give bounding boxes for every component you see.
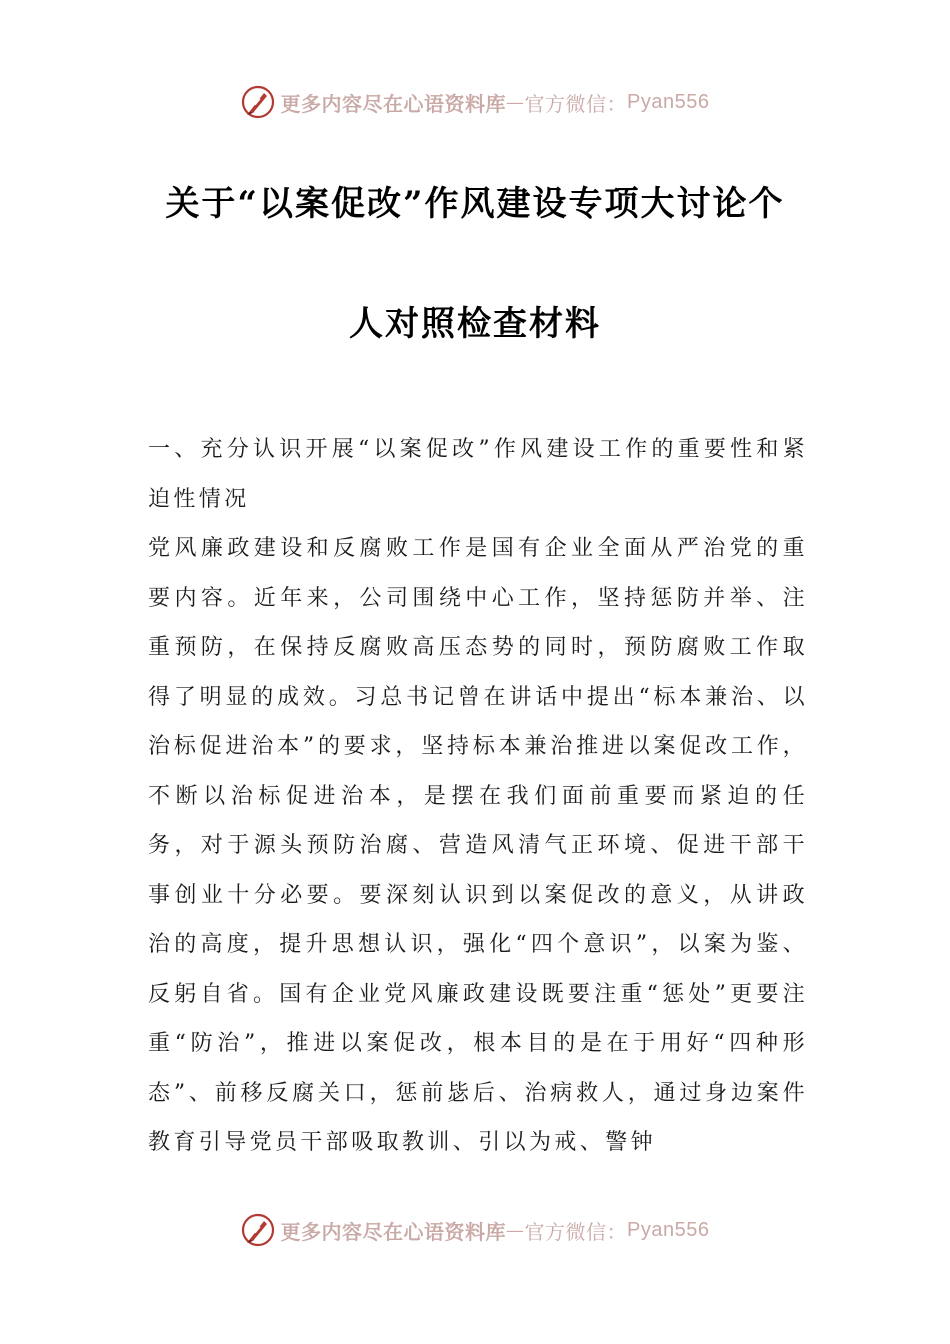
body-paragraph: 党风廉政建设和反腐败工作是国有企业全面从严治党的重要内容。近年来，公司围绕中心工作，坚持惩防并举、注重预防，在保持反腐败高压态势的同时，预防腐败工作取得了明显的成效。习总书记曾在讲话中提出“标本兼治、以治标促进治本”的要求，坚持标本兼治推进以案促改工作，不断以治标促进治本，是摆在我们面前重要而紧迫的任务，对于源头预防治腐、营造风清气正环境、促进干部干事创业十分必要。要深刻认识到以案促改的意义，从讲政治的高度，提升思想认识，强化“四个意识”，以案为鉴、反躬自省。国有企业党风廉政建设既要注重“惩处”更要注重“防治”，推进以案促改，根本目的是在于用好“四种形态”、前移反腐关口，惩前毖后、治病救人，通过身边案件教育引导党员干部吸取教训、引以为戒、警钟 — [148, 536, 808, 1155]
watermark-handle: Pyan556 — [627, 90, 710, 113]
section-heading: 一、充分认识开展“以案促改”作风建设工作的重要性和紧迫性情况 — [148, 437, 808, 512]
watermark-handle: Pyan556 — [627, 1218, 710, 1241]
quill-pen-logo-icon — [241, 1213, 275, 1247]
quill-pen-logo-icon — [241, 85, 275, 119]
watermark-separator: — — [506, 91, 525, 113]
watermark-account: 官方微信： — [524, 91, 628, 116]
watermark-brand: 更多内容尽在心语资料库 — [280, 91, 507, 116]
document-title-line-1: 关于“以案促改”作风建设专项大讨论个 — [165, 184, 785, 224]
document-title-line-2: 人对照检查材料 — [349, 304, 601, 344]
watermark-account: 官方微信： — [524, 1219, 628, 1244]
footer-watermark — [0, 1210, 950, 1250]
document-body — [148, 425, 808, 1168]
header-watermark — [0, 82, 950, 122]
watermark-separator: — — [506, 1219, 525, 1241]
watermark-brand: 更多内容尽在心语资料库 — [280, 1219, 507, 1244]
